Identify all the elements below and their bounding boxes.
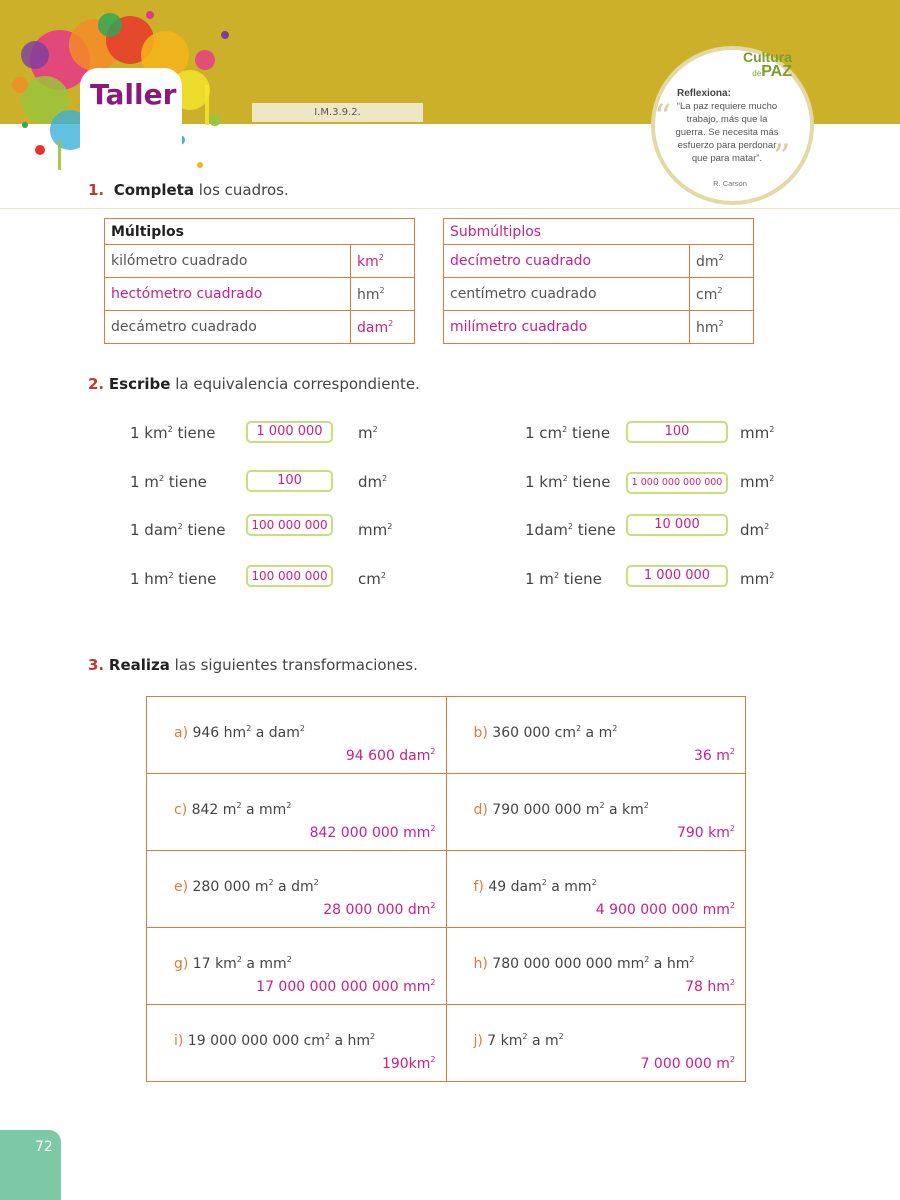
unit-symbol: $cm^2$: [690, 278, 754, 311]
unit-name: decámetro cuadrado: [105, 311, 351, 344]
transformation-answer: 28 000 000 $dm^2$: [323, 901, 436, 918]
section-1-heading: [88, 181, 289, 199]
multiples-table: [104, 218, 415, 344]
table-row: [147, 697, 746, 774]
transformation-answer: 17 000 000 000 000 $mm^2$: [256, 978, 436, 995]
unit-name: hectómetro cuadrado: [105, 278, 351, 311]
section-1-text: los cuadros.: [193, 181, 289, 199]
table-row: [147, 1005, 746, 1082]
equivalence-label: 1 $cm^2$ tiene: [525, 424, 611, 442]
equivalence-unit: $mm^2$: [740, 424, 775, 442]
unit-symbol: dam$^2$: [351, 311, 415, 344]
multiples-header: Múltiplos: [105, 219, 415, 245]
logo-paz: [722, 64, 792, 80]
section-1-number: 1.: [88, 181, 105, 199]
equivalence-label: 1dam$^2$ tiene: [525, 521, 616, 539]
quote-author: R. Carson: [713, 179, 747, 188]
logo-cultura: Cultura: [743, 49, 792, 65]
transformation-answer: 4 900 000 000 $mm^2$: [595, 901, 735, 918]
section-3-verb: Realiza: [108, 656, 170, 674]
section-3-text: las siguientes transformaciones.: [169, 656, 418, 674]
unit-name: centímetro cuadrado: [444, 278, 690, 311]
transformation-answer: 790 $km^2$: [676, 824, 735, 841]
equivalence-answer: 1 000 000 000 000: [626, 472, 728, 494]
submultiples-header: Submúltiplos: [444, 219, 754, 245]
transformation-cell: [147, 774, 447, 851]
logo-paz-word: PAZ: [761, 63, 792, 80]
page-title: Taller: [90, 78, 177, 111]
section-2-heading: [88, 375, 420, 393]
curriculum-code: I.M.3.9.2.: [252, 103, 423, 122]
table-row: [444, 245, 754, 278]
transformation-answer: 7 000 000 $m^2$: [640, 1055, 735, 1072]
transformation-question: a) 946 $hm^2$ a dam$^2$: [174, 724, 305, 741]
close-quote-icon: ”: [773, 137, 791, 177]
transformation-cell: [147, 697, 447, 774]
transformation-question: b) 360 000 $cm^2$ a $m^2$: [473, 724, 618, 741]
table-row: [105, 311, 415, 344]
unit-symbol: $dm^2$: [690, 245, 754, 278]
equivalence-unit: $dm^2$: [358, 473, 388, 491]
unit-name: kilómetro cuadrado: [105, 245, 351, 278]
section-3-number: 3.: [88, 656, 105, 674]
section-2-verb: Escribe: [108, 375, 171, 393]
table-row: [444, 278, 754, 311]
transformation-question: g) 17 $km^2$ a $mm^2$: [174, 955, 292, 972]
equivalence-unit: $m^2$: [358, 424, 378, 442]
transformation-cell: [147, 928, 447, 1005]
equivalence-answer: 10 000: [626, 514, 728, 536]
table-row: [105, 245, 415, 278]
submultiples-table: [443, 218, 754, 344]
transformation-question: j) 7 $km^2$ a $m^2$: [473, 1032, 564, 1049]
section-2-number: 2.: [88, 375, 105, 393]
equivalence-answer: 1 000 000: [246, 421, 333, 443]
peace-quote: “La paz requiere mucho trabajo, más que la guerra. Se necesita más esfuerzo para perdonar que para matar”.: [675, 101, 779, 164]
transformation-question: i) 19 000 000 000 $cm^2$ a $hm^2$: [174, 1032, 376, 1049]
equivalence-answer: 1 000 000: [626, 565, 728, 587]
section-3-heading: [88, 656, 418, 674]
transformation-question: d) 790 000 000 $m^2$ a $km^2$: [473, 801, 649, 818]
unit-symbol: $hm^2$: [351, 278, 415, 311]
transformation-answer: 78 $hm^2$: [685, 978, 735, 995]
table-row: [105, 278, 415, 311]
transformation-question: f) 49 dam$^2$ a $mm^2$: [473, 878, 597, 895]
equivalence-unit: $mm^2$: [740, 473, 775, 491]
equivalence-label: 1 $m^2$ tiene: [130, 473, 207, 491]
equivalence-answer: 100: [246, 470, 333, 492]
transformation-question: h) 780 000 000 000 $mm^2$ a $hm^2$: [473, 955, 695, 972]
page-number: 72: [35, 1139, 53, 1155]
transformation-cell: [446, 851, 746, 928]
unit-symbol: $km^2$: [351, 245, 415, 278]
transformation-cell: [147, 1005, 447, 1082]
transformation-cell: [446, 774, 746, 851]
table-row: [147, 851, 746, 928]
transformation-cell: [446, 697, 746, 774]
unit-symbol: $hm^2$: [690, 311, 754, 344]
equivalence-answer: 100: [626, 421, 728, 443]
equivalence-label: 1 $m^2$ tiene: [525, 570, 602, 588]
transformation-cell: [446, 928, 746, 1005]
equivalence-label: 1 $km^2$ tiene: [525, 473, 611, 491]
transformation-question: e) 280 000 $m^2$ a $dm^2$: [174, 878, 319, 895]
transformation-cell: [147, 851, 447, 928]
equivalence-label: 1 $km^2$ tiene: [130, 424, 216, 442]
equivalence-label: 1 $hm^2$ tiene: [130, 570, 217, 588]
header-divider: [0, 208, 900, 209]
equivalence-unit: $mm^2$: [740, 570, 775, 588]
equivalence-label: 1 dam$^2$ tiene: [130, 521, 226, 539]
transformation-answer: $190km^2$: [381, 1055, 436, 1072]
section-1-verb: Completa: [113, 181, 194, 199]
table-row: [444, 311, 754, 344]
logo-de: de: [752, 69, 762, 78]
equivalence-unit: $dm^2$: [740, 521, 770, 539]
reflect-label: Reflexiona:: [677, 88, 731, 99]
transformation-answer: 94 600 dam$^2$: [345, 747, 436, 764]
transformation-answer: 36 $m^2$: [694, 747, 735, 764]
table-row: [147, 928, 746, 1005]
section-2-text: la equivalencia correspondiente.: [170, 375, 420, 393]
transformations-table: [146, 696, 746, 1082]
equivalence-unit: $cm^2$: [358, 570, 386, 588]
transformation-cell: [446, 1005, 746, 1082]
table-row: [147, 774, 746, 851]
peace-culture-logo: [722, 50, 792, 80]
equivalence-answer: 100 000 000: [246, 565, 333, 587]
unit-name: decímetro cuadrado: [444, 245, 690, 278]
transformation-answer: 842 000 000 $mm^2$: [309, 824, 436, 841]
open-quote-icon: “: [654, 97, 672, 137]
transformation-question: c) 842 $m^2$ a $mm^2$: [174, 801, 292, 818]
equivalence-unit: $mm^2$: [358, 521, 393, 539]
unit-name: milímetro cuadrado: [444, 311, 690, 344]
equivalence-answer: 100 000 000: [246, 514, 333, 536]
